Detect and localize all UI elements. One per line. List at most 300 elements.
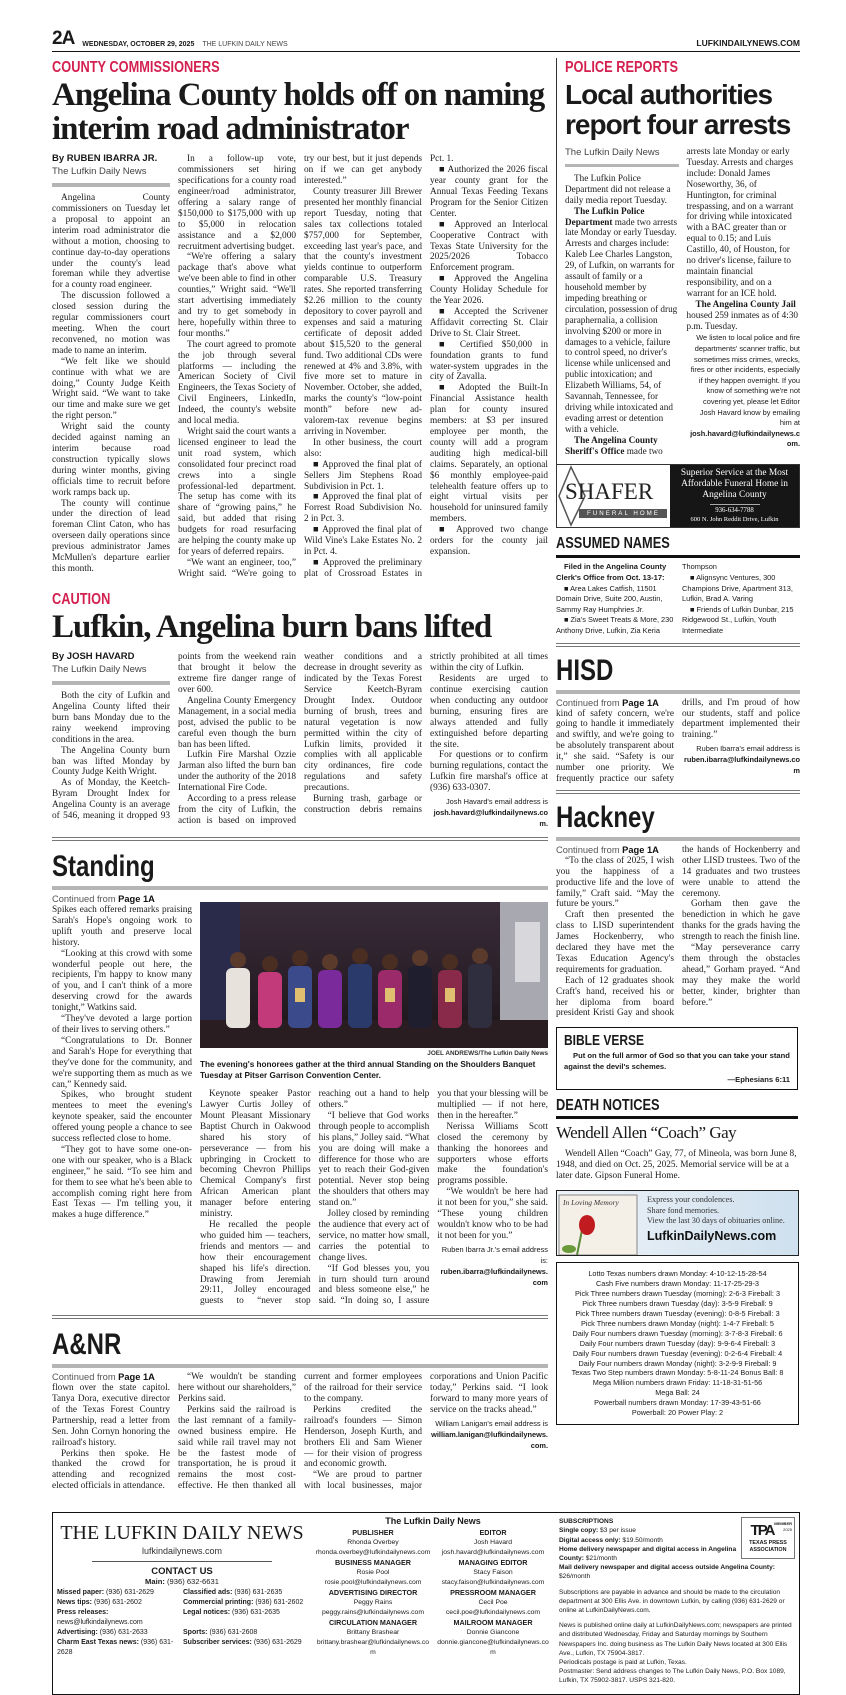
staff-name: Cecil Poe — [478, 1599, 508, 1607]
author-email-link[interactable]: william.lanigan@lufkindailynews.com. — [431, 1429, 548, 1450]
paragraph: As of Monday, the Keetch-Byram Drought Index for Angelina County is an average of 546, meaning it dropped 93 points from the weekend rain that brought it below the extreme fire danger range of over 600. — [52, 652, 296, 822]
article-body — [52, 652, 548, 829]
note-text: We listen to local police and fire departments' scanner traffic, but sometimes miss crimes, wrecks, fires or other incidents, especially if they happen overnight. If you know of something we're not covering yet, please let Editor Josh Havard know by emailing him at — [690, 333, 800, 428]
continued-from — [556, 698, 674, 709]
contact-item — [57, 1598, 181, 1608]
rate-value: $21/month — [585, 1555, 617, 1562]
paragraph: ■ Adopted the Built-In Financial Assistance health plan for county insured members: at $3 per insured employee per month, the county will add a program auditing high medical-bill claims. Separately, an optional $6 monthly employee-paid telehealth feature offers up to eight virtual visits per household for uninsured family members. — [430, 383, 548, 525]
lottery-line: Cash Five numbers drawn Monday: 11-17-25-29-3 — [596, 1279, 759, 1289]
byline-source: The Lufkin Daily News — [52, 664, 147, 676]
paragraph: Keynote speaker Pastor Lawyer Curtis Jolley of Mount Pleasant Missionary Baptist Church in Oakwood shared his story of perseverance — from his upbringing in Crockett to becoming Chevron Phillips Chemical Company's first African American plant manager before entering ministry. — [200, 1089, 311, 1220]
headline: Local authorities report four arrests — [565, 79, 791, 140]
lead-in: The Angelina County Sheriff's Office — [565, 434, 658, 456]
contact-label: Commercial printing: — [183, 1598, 254, 1606]
lottery-line: Pick Three numbers drawn Tuesday (evening): 0-8-5 Fireball: 3 — [575, 1309, 780, 1318]
hackney-paragraphs — [556, 845, 800, 1020]
paragraph: “We want an engineer, too,” Wright said. “We're going to try our best, but it just depends on if we can get anybody interested.” — [178, 154, 422, 579]
paragraph: Spikes, who brought student mentees to meet the evening's keynote speaker, said the encounter offered young people a chance to see success reflected close to home. — [52, 1090, 192, 1145]
paragraph: ■ Certified $50,000 in foundation grants to fund water-system upgrades in the city of Zavalla. — [430, 339, 548, 383]
paper-site-link[interactable]: lufkindailynews.com — [141, 1546, 223, 1557]
right-column — [556, 58, 800, 1502]
paragraph: County treasurer Jill Brewer presented her monthly financial report Tuesday, noting that sales tax collections totaled $757,000 for September, exceeding last year's pace, and that the county's investment yields continue to outperform comparable U.S. Treasury rates. She reported transferring $2.26 million to the county depository to cover payroll and expenses and said a maturing certificate of deposit added about $15,520 to the general fund. Two additional CDs were renewed at 4% and 3.8%, with five more set to mature in November. October, she added, marks the county's “low-point month” before new ad-valorem-tax revenue begins arriving in November. — [304, 187, 422, 437]
section-rule — [556, 837, 800, 841]
paragraph: “If God blesses you, you in turn should turn around and bless someone else,” he said. “In doing so, I assure you that your blessing will be multiplied — if not here, then in the hereafter.” — [318, 1089, 548, 1307]
paragraph: “We're offering a salary package that's above what we've been able to find in other counties,” Wright said. “We'll start advertising immediately and try to get somebody in here, hopefully within three to four months.” — [178, 252, 296, 339]
hisd-continuation — [556, 655, 800, 794]
continued-from — [556, 845, 674, 856]
paragraph: He recalled the people who guided him — teachers, friends and mentors — and how their encouragement shaped his life's direction. Drawing from Jeremiah 29:11, Jolley encouraged guests to “never stop reaching out a hand to help others.” — [200, 1089, 430, 1307]
contact-value: (936) 631-2635 — [232, 1608, 280, 1616]
title-text: Hackney — [556, 800, 655, 834]
byline: By RUBEN IBARRA JR. — [52, 153, 158, 165]
honorees-photo-image — [200, 902, 548, 1048]
subscriptions — [559, 1515, 795, 1685]
county-article — [52, 58, 548, 580]
rate-value: $3 per issue — [600, 1527, 636, 1535]
lottery-line: Lotto Texas numbers drawn Monday: 4-10-12-15-28-54 — [588, 1269, 767, 1279]
byline-block — [52, 652, 170, 685]
staff-email-link[interactable]: josh.havard@lufkindailynews.com — [441, 1549, 545, 1557]
staff-role: PRESSROOM MANAGER — [450, 1588, 536, 1598]
section-title — [556, 534, 800, 553]
paragraph-text: housed 259 inmates as of 4:30 p.m. Tuesday. — [686, 309, 799, 331]
lottery-line: Pick Three numbers drawn Tuesday (day): 3-5-9 Fireball: 9 — [582, 1299, 773, 1309]
continued-page-link[interactable]: Page 1A — [118, 1372, 155, 1383]
ad-address: 600 N. John Reddit Drive, Lufkin — [690, 515, 779, 523]
header-site[interactable]: LUFKINDAILYNEWS.COM — [696, 38, 800, 48]
paragraph: Burning trash, garbage or construction debris remains strictly prohibited at all times within the city of Lufkin. — [304, 652, 548, 815]
paragraph: ■ Approved two change orders for the county jail expansion. — [430, 525, 548, 557]
section-title — [52, 851, 548, 883]
section-rule — [52, 837, 548, 841]
masthead — [57, 1515, 307, 1685]
staff-role: EDITOR — [479, 1528, 507, 1538]
staff-block — [315, 1515, 551, 1685]
contact-item — [183, 1598, 307, 1608]
byline-rule — [565, 164, 679, 167]
section-title — [556, 1096, 800, 1115]
photo-credit: JOEL ANDREWS/The Lufkin Daily News — [427, 1050, 548, 1058]
main-phone-value: (936) 632-6631 — [167, 1577, 219, 1587]
subscriptions-title: SUBSCRIPTIONS — [559, 1518, 614, 1526]
police-reports — [556, 58, 800, 464]
header-date: WEDNESDAY, OCTOBER 29, 2025 — [82, 41, 195, 48]
title-text: Standing — [52, 850, 155, 884]
honoree-figures — [226, 948, 492, 1028]
continued-page-link[interactable]: Page 1A — [622, 697, 659, 708]
paragraph-text: made two arrests late Monday or early Tuesday. Arrests and charges include: Kaleb Lee Charles Langston, 29, of Lufkin, on warrants for assault of family or a household member by impeding breathing or circulation, possession of drug paraphernalia, a collision involving $200 or more in damages to a vehicle, failure to control speed, no driver's license while unlicensed and public intoxication; and Elizabeth Williams, 54, of Savannah, Tennessee, for driving while intoxicated and evading arrest or detention with a vehicle. — [565, 216, 678, 434]
paragraph: “We wouldn't be here had it not been for you,” she said. “These young children wouldn't know who to be had it not been for you.” — [437, 1187, 548, 1241]
paragraph: Perkins said the railroad is the last remnant of a family-owned business empire. He said while rail travel may not be the fastest mode of transportation, he is proud it remains the most cost-effective. He then thanked all current and former employees of the railroad for their service to the company. — [178, 1372, 422, 1492]
paragraph: “I believe that God works through people to accomplish his plans,” Jolley said. “What you are doing will make a difference for those who are yet to reach their God-given potential. Never stop being the shoulders that others may stand on.” — [318, 1110, 430, 1209]
shafer-funeral-ad[interactable] — [556, 464, 800, 528]
email-note-text: Ruben Ibarra's email address is — [696, 744, 800, 754]
paragraph: ■ Accepted the Scrivener Affidavit correcting St. Clair Drive to St. Clair Street. — [430, 307, 548, 339]
assumed-name-entry: ■ Zia's Sweet Treats & More, 230 Anthony Drive, Lufkin, Zia Keria Thompson — [556, 562, 717, 636]
paragraph: The Angelina County burn ban was lifted Monday by County Judge Keith Wright. — [52, 745, 170, 778]
continued-text: Continued from — [52, 1372, 116, 1383]
email-note — [430, 796, 548, 829]
ad-site-link[interactable]: LufkinDailyNews.com — [647, 1228, 777, 1243]
section-kicker — [52, 58, 548, 77]
section-title — [52, 1329, 548, 1361]
paper-nameplate: THE LUFKIN DAILY NEWS — [60, 1522, 304, 1545]
obituaries-ad[interactable] — [556, 1190, 799, 1256]
paragraph-text: made two arrests late Monday or early Tuesday. Arrests and charges include: Donald James Noseworthy, 36, of Huntington, for criminal trespassing, and on a warrant for driving while intoxicated with a BAC greater than or equal to 0.15; and Luis Castillo, 40, of Houston, for no driver's license, failure to maintain financial responsibility, and on a warrant for an ICE hold. — [624, 146, 794, 456]
email-note — [437, 1244, 548, 1288]
ad-line: View the last 30 days of obituaries online. — [647, 1216, 785, 1226]
headline: Angelina County holds off on naming interim road administrator — [52, 77, 545, 147]
staff-name: Rhonda Overbey — [347, 1539, 399, 1547]
paragraph: ■ Approved the final plat of Forrest Road Subdivision No. 2 in Pct. 3. — [304, 492, 422, 525]
paragraph: “To the class of 2025, I wish you the happiness of a productive life and the love of family,” Craft said. “May the future be yours.” — [556, 855, 674, 910]
continued-text: Continued from — [52, 894, 116, 905]
kicker-text: POLICE REPORTS — [565, 59, 679, 76]
title-text: HISD — [556, 653, 614, 687]
staff-role: MANAGING EDITOR — [458, 1558, 528, 1568]
paragraph: The court agreed to promote the job through several platforms — including the American Society of Civil Engineers, the Texas Society of Civil Engineers, LinkedIn, Indeed, the county's website and local media. — [178, 339, 296, 427]
email-note-text: William Lanigan's email address is — [435, 1418, 548, 1428]
staff-left — [315, 1528, 431, 1658]
section-rule — [556, 790, 800, 794]
staff-email-link[interactable]: stacy.faison@lufkindailynews.com — [441, 1579, 545, 1587]
contact-label: Missed paper: — [57, 1588, 105, 1596]
county-paragraphs — [52, 154, 548, 579]
lead-in: The Lufkin Police Department — [565, 205, 645, 227]
page-main — [52, 58, 800, 1695]
lottery-numbers — [556, 1262, 799, 1425]
paragraph: “They've devoted a large portion of their lives to serving others.” — [52, 1014, 192, 1035]
paragraph: According to a press release from the city of Lufkin, the action is based on improved weather conditions and a decrease in drought severity as indicated by the Texas Forest Service Keetch-Byram Drought Index. Outdoor burning of brush, trees and natural vegetation is now permitted within the city of Lufkin limits, provided it complies with all applicable city ordinances, fire code regulations and safety precautions. — [178, 652, 422, 826]
tpa-name: TEXAS PRESS ASSOCIATION — [749, 1540, 787, 1553]
paragraph: ■ Approved the preliminary plat of Crossroad Estates in Pct. 1. — [304, 154, 454, 579]
standing-right — [200, 894, 548, 1307]
paragraph: flown over the state capitol. Tanya Dora, executive director of the Texas Forest Country Partnership, read a letter from Sen. John Cornyn honoring the railroad's history. — [52, 1383, 170, 1448]
byline: By JOSH HAVARD — [52, 651, 135, 663]
contact-item — [57, 1638, 181, 1658]
postmaster-note: Postmaster: Send address changes to The Lufkin Daily News, P.O. Box 1089, Lufkin, TX 75902-3817. USPS 321-820. — [559, 1668, 786, 1685]
ad-phone: 936-634-7788 — [715, 507, 754, 515]
rate-item — [559, 1563, 795, 1581]
burn-ban-article — [52, 590, 548, 841]
author-email-link[interactable]: ruben.ibarra@lufkindailynews.com — [440, 1266, 548, 1287]
section-rule — [52, 886, 548, 890]
left-column — [52, 58, 548, 1502]
publish-note: News is published online daily at LufkinDailyNews.com; newspapers are printed and distributed Wednesday, Friday and Saturday mornings by Southern Newspapers Inc. doing business as The Lufkin Daily News located at 300 Ellis Ave., Lufkin, TX 75904-3817. — [559, 1622, 792, 1657]
ad-text — [641, 1191, 798, 1255]
verse-reference: —Ephesians 6:11 — [727, 1075, 790, 1085]
assumed-name-entry: ■ Area Lakes Catfish, 11501 Domain Drive, Suite 200, Austin, Sammy Ray Humphries Jr. — [556, 583, 663, 614]
contact-value: (936) 631-2633 — [99, 1628, 148, 1636]
section-rule — [52, 1315, 548, 1319]
lottery-line: Pick Three numbers drawn Tuesday (morning): 2-6-3 Fireball: 3 — [574, 1289, 781, 1299]
continued-from — [52, 1372, 170, 1383]
ad-line: Share fond memories. — [647, 1205, 720, 1215]
staff-role: CIRCULATION MANAGER — [328, 1618, 418, 1628]
paragraph: “We felt like we should continue with what we are doing,” County Judge Keith Wright said. “We want to take our time and make sure we get the right person.” — [52, 356, 170, 422]
lottery-line: Daily Four numbers drawn Tuesday (day): 9-9-6-4 Fireball: 3 — [579, 1338, 776, 1348]
contact-item — [183, 1638, 307, 1658]
contact-value: (936) 631-2635 — [234, 1588, 283, 1596]
police-note — [687, 333, 801, 450]
ad-image — [557, 1191, 641, 1255]
contact-value: (936) 631-2629 — [106, 1588, 154, 1596]
contact-item — [57, 1608, 181, 1628]
lottery-line: Powerball numbers drawn Monday: 17-39-43-51-66 — [594, 1398, 761, 1408]
section-kicker — [52, 590, 548, 609]
death-notices — [556, 1096, 800, 1182]
assumed-names-body — [556, 562, 800, 636]
anr-continuation — [52, 1329, 548, 1492]
tpa-member-label: MEMBER — [774, 1521, 792, 1527]
page-number: 2A — [52, 28, 75, 49]
continued-text: Continued from — [556, 697, 620, 708]
lottery-line: Daily Four numbers drawn Monday (night): 3-2-9-9 Fireball: 9 — [578, 1358, 777, 1368]
honorees-photo[interactable] — [200, 902, 548, 1048]
author-email-link[interactable]: ruben.ibarra@lufkindailynews.com — [683, 755, 800, 776]
kicker-text: COUNTY COMMISSIONERS — [52, 59, 220, 76]
contact-label: News tips: — [57, 1598, 93, 1606]
title-text: DEATH NOTICES — [556, 1097, 660, 1115]
contact-label: Legal notices: — [183, 1608, 231, 1616]
paragraph: Wright said the court wants a licensed engineer to lead the unit road system, which consolidated four precinct road crews into a single professional-led department. The setup has come with its share of “growing pains,” he said, but added that rising budgets for road resurfacing are helping the county make up for years of deferred repairs. — [178, 426, 296, 557]
title-text: BIBLE VERSE — [564, 1032, 645, 1050]
contact-label: Classified ads: — [183, 1588, 233, 1596]
assumed-name-entry: ■ Alignsync Ventures, 300 Champions Drive, Apartment 313, Lufkin, Brad A. Varing — [682, 573, 793, 604]
paragraph: Craft then presented the class to LISD superintendent James Hockenberry, who declared they have met the Texas Education Agency's requirements for graduation. — [556, 910, 674, 975]
death-notice-text: Wendell Allen “Coach” Gay, 77, of Mineola, was born June 8, 1948, and died on Oct. 25, 2025. Memorial service will be at a later date. Gipson Funeral Home. — [556, 1149, 797, 1182]
article-body — [556, 845, 800, 1020]
hackney-continuation — [556, 802, 800, 1020]
assumed-names — [556, 534, 800, 646]
paragraph: ■ Approved an Interlocal Cooperative Contract with Texas State University for the 2025/2026 Tobacco Enforcement program. — [430, 219, 548, 274]
editor-email-link[interactable]: josh.havard@lufkindailynews.com. — [690, 428, 800, 449]
section-kicker — [565, 58, 800, 77]
byline-block — [52, 154, 170, 187]
lottery-lines — [559, 1269, 796, 1418]
page-header — [52, 30, 800, 52]
byline-rule — [52, 681, 170, 685]
continued-from — [52, 894, 192, 905]
rate-label: Single copy: — [559, 1527, 599, 1535]
paragraph: The discussion followed a closed session during the regular commissioners court meeting. When the court reconvened, no motion was made to name an interim. — [52, 291, 170, 356]
standing-layout — [52, 894, 548, 1307]
article-body — [52, 1372, 548, 1492]
standing-col1-paragraphs — [52, 905, 192, 1221]
ad-script-text: In Loving Memory — [563, 1198, 619, 1208]
rate-label: Mail delivery newspaper and digital access outside Angelina County: — [559, 1564, 775, 1572]
standing-rest — [200, 1089, 548, 1307]
staff-role: MAILROOM MANAGER — [453, 1618, 533, 1628]
paragraph: ■ Authorized the 2026 fiscal year county grant for the Annual Texas Feeding Texans Program for the Senior Citizen Center. — [430, 165, 548, 219]
staff-name: Josh Havard — [473, 1539, 513, 1547]
staff-columns — [315, 1528, 551, 1658]
paragraph: ■ Approved the final plat of Sellers Jim Stephens Road Subdivision in Pct. 1. — [304, 459, 422, 492]
contact-item — [183, 1608, 307, 1628]
kicker-text: CAUTION — [52, 590, 111, 608]
contact-value: (936) 631-2628 — [57, 1638, 174, 1656]
paragraph: “May perseverance carry them through the obstacles ahead,” Gorham prayed. “And may they make the world better, kinder, brighter than before.” — [682, 943, 800, 1008]
contact-label: Advertising: — [57, 1628, 98, 1636]
shafer-ad-text — [670, 465, 799, 527]
paragraph: “Looking at this crowd with some wonderful people out here, the recipients, I'm happy to know many of you, and I can't think of a more deserving crowd for the awards tonight,” Watkins said. — [52, 948, 192, 1014]
lottery-line: Mega Ball: 24 — [655, 1388, 700, 1398]
tpa-year: 2025 — [783, 1527, 792, 1533]
payable-note: Subscriptions are payable in advance and should be made to the circulation department at 300 Ellis Ave. in downtown Lufkin, by calling (936) 631-2629 or online at LufkinDailyNews.com. — [559, 1588, 785, 1615]
police-body — [565, 146, 800, 456]
ad-line: Express your condolences. — [647, 1195, 735, 1205]
main-label: Main: — [145, 1577, 165, 1587]
section-rule — [556, 690, 800, 694]
contact-value: news@lufkindailynews.com — [57, 1618, 143, 1626]
paragraph: “We wouldn't be standing here without our shareholders,” Perkins said. — [178, 1372, 296, 1405]
section-title — [556, 655, 800, 687]
masthead-box — [52, 1512, 800, 1694]
contact-grid — [57, 1588, 307, 1658]
contact-value: (936) 631-2602 — [255, 1598, 304, 1606]
staff-email-link[interactable]: rosie.pool@lufkindailynews.com — [324, 1579, 422, 1587]
title-text: A&NR — [52, 1328, 122, 1362]
contact-label: Sports: — [183, 1628, 208, 1636]
section-rule — [52, 1364, 548, 1368]
author-email-link[interactable]: josh.havard@lufkindailynews.com. — [433, 808, 548, 829]
assumed-name-entry: ■ Friends of Lufkin Dunbar, 215 Ridgewood St., Lufkin, Youth Intermediate — [682, 604, 794, 636]
paragraph: ■ Approved the final plat of Wild Vine's Lake Estates No. 2 in Pct. 4. — [304, 525, 422, 557]
paragraph: “They got to have some one-on-one with our speaker, who is a Black engineer,” he said. “To see him and for them to see what he's been able to accomplish coming right here from East Texas — I'm telling you, it makes a huge difference.” — [52, 1144, 192, 1221]
title-text: ASSUMED NAMES — [556, 535, 670, 553]
ad-lines — [647, 1195, 794, 1226]
paragraph: The Lufkin Police Department did not release a daily media report Tuesday. — [565, 172, 671, 205]
verse-text: Put on the full armor of God so that you can take your stand against the devil's schemes. — [564, 1051, 790, 1072]
intro: Filed in the Angelina County Clerk's Office from Oct. 13-17: — [556, 562, 667, 583]
paragraph: Nerissa Williams Scott closed the ceremony by thanking the honorees and supporters whose efforts make the foundation's programs possible. — [437, 1121, 548, 1187]
byline-source: The Lufkin Daily News — [565, 147, 660, 158]
paragraph: The county will continue under the direction of lead foreman Clint Caton, who has overseen daily operations since previous administrator James McMullen's departure earlier this month. — [52, 498, 170, 574]
email-note-text: Ruben Ibarra Jr.'s email address is: — [441, 1244, 548, 1265]
email-note-text: Josh Havard's email address is — [445, 797, 548, 807]
lottery-line: Daily Four numbers drawn Tuesday (evening): 0-2-6-4 Fireball: 4 — [572, 1348, 783, 1358]
staff-name: Donnie Giancone — [466, 1629, 520, 1637]
staff-role: BUSINESS MANAGER — [335, 1558, 411, 1568]
box-title — [564, 1032, 790, 1050]
section-rule — [556, 643, 800, 647]
logo-subtext: FUNERAL HOME — [587, 510, 660, 518]
contact-value: (936) 631-2602 — [93, 1598, 142, 1606]
contact-value: (936) 631-2608 — [209, 1628, 258, 1636]
staff-role: ADVERTISING DIRECTOR — [328, 1588, 418, 1598]
rate-value: $26/month — [559, 1573, 591, 1581]
staff-name: Brittany Brashear — [346, 1629, 400, 1637]
paragraph: ■ Approved the Angelina County Holiday Schedule for the Year 2026. — [430, 274, 548, 307]
byline-source: The Lufkin Daily News — [52, 166, 147, 178]
byline-rule — [52, 183, 170, 187]
rate-value: $19.50/month — [622, 1536, 663, 1544]
paragraph: kind of safety concern, we're going to handle it immediately and swiftly, and we're going to be absolutely transparent about it,” she said. “Safety is our number one priority. We frequently practice our safety drills, and I'm proud of how our students, staff and police department implemented their training.” — [556, 697, 800, 784]
contact-item — [183, 1628, 307, 1638]
staff-name: Stacy Faison — [473, 1569, 513, 1577]
staff-role: PUBLISHER — [352, 1528, 394, 1538]
rate-label: Digital access only: — [559, 1536, 621, 1544]
paragraph: Residents are urged to continue exercising caution when conducting any outdoor burning, ensuring fires are always attended and fully extinguished before departing the site. — [430, 674, 548, 750]
postage-note: Periodicals postage is paid at Lufkin, Texas. — [559, 1659, 687, 1667]
contact-item — [183, 1588, 307, 1598]
staff-right — [435, 1528, 551, 1658]
page-columns — [52, 58, 800, 1502]
continued-page-link[interactable]: Page 1A — [118, 894, 155, 905]
paragraph: In other business, the court also: — [304, 437, 422, 459]
section-rule — [556, 555, 800, 558]
staff-email-link[interactable]: brittany.brashear@lufkindailynews.com — [316, 1639, 430, 1657]
bible-verse-box — [556, 1027, 798, 1090]
contact-title: CONTACT US — [151, 1566, 213, 1578]
logo-text: SHAFER — [565, 479, 654, 505]
tpa-member-badge — [741, 1517, 795, 1559]
continued-text: Continued from — [556, 844, 620, 855]
section-title — [556, 802, 800, 834]
paragraph — [687, 299, 801, 332]
paragraph: “Congratulations to Dr. Bonner and Sarah's Hope for everything that they've done for the community, and we're supporting them as much as we can,” Kennedy said. — [52, 1035, 192, 1090]
staff-email-link[interactable]: peggy.rains@lufkindailynews.com — [322, 1609, 424, 1617]
contact-label: Charm East Texas news: — [57, 1638, 139, 1646]
paragraph: For questions or to confirm burning regulations, contact the Lufkin fire marshal's office at (936) 633-0307. — [430, 750, 548, 794]
email-note — [682, 743, 800, 776]
header-paper: THE LUFKIN DAILY NEWS — [202, 41, 288, 48]
rate-label: Home delivery newspaper and digital access in Angelina County: — [559, 1545, 737, 1562]
deceased-name: Wendell Allen “Coach” Gay — [556, 1123, 737, 1143]
staff-email-link[interactable]: cecil.poe@lufkindailynews.com — [445, 1609, 541, 1617]
article-body — [52, 154, 548, 579]
staff-email-link[interactable]: rhonda.overbey@lufkindailynews.com — [315, 1549, 431, 1557]
lottery-line: Powerball: 20 Power Play: 2 — [631, 1408, 724, 1418]
masthead-divider — [92, 1561, 272, 1562]
paragraph — [565, 206, 679, 435]
ad-tagline: Superior Service at the Most Affordable Funeral Home in Angelina County — [680, 468, 789, 501]
staff-email-link[interactable]: donnie.giancone@lufkindailynews.com — [437, 1639, 549, 1657]
standing-continuation — [52, 851, 548, 1319]
staff-title: The Lufkin Daily News — [385, 1516, 481, 1527]
lead-in: The Angelina County Jail — [695, 298, 796, 309]
paragraph: Angelina County commissioners on Tuesday let a proposal to appoint an interim road administrator die without a motion, choosing to continue day-to-day operations under the county's lead foreman while they advertise for a county road engineer. — [52, 193, 170, 291]
paragraph: Both the city of Lufkin and Angelina County lifted their burn bans Monday due to the rainy weekend improving conditions in the area. — [52, 691, 170, 745]
lottery-line: Texas Two Step numbers drawn Monday: 5-8-11-24 Bonus Ball: 8 — [571, 1368, 784, 1378]
standing-col1 — [52, 894, 192, 1307]
contact-value: (936) 631-2629 — [253, 1638, 302, 1646]
staff-name: Peggy Rains — [353, 1599, 393, 1607]
section-rule — [556, 1116, 798, 1119]
photo-caption: The evening's honorees gather at the third annual Standing on the Shoulders Banquet Tuesday at Pitser Garrison Convention Center. — [200, 1060, 536, 1081]
byline-block — [565, 148, 679, 167]
staff-name: Rosie Pool — [356, 1569, 390, 1577]
paragraph: Gorham then gave the benediction in which he gave thanks for the grads having the strength to reach the finish line. — [682, 899, 800, 943]
paragraph: Each of 12 graduates shook Craft's hand, received his or her diploma from board president Kristi Gay and shook the hands of Hockenberry and other LISD trustees. Two of the 14 graduates and two trustees were unable to attend the ceremony. — [556, 844, 800, 1019]
lottery-line: Daily Four numbers drawn Tuesday (morning): 3-7-8-3 Fireball: 6 — [572, 1328, 783, 1338]
headline: Lufkin, Angelina burn bans lifted — [52, 608, 492, 645]
lottery-line: Pick Three numbers drawn Monday (night): 1-4-7 Fireball: 5 — [581, 1318, 774, 1328]
contact-label: Subscriber services: — [183, 1638, 252, 1646]
paragraph: In a follow-up vote, commissioners set hiring specifications for a county road engineer/road administrator, offering a salary range of $150,000 to $175,000 with up to $5,000 in relocation assistance and a $2,000 recruitment advertising budget. — [178, 154, 296, 252]
lottery-line: Mega Million numbers drawn Friday: 11-18-31-51-56 — [592, 1378, 763, 1388]
paragraph: Perkins then spoke. He thanked the crowd for attending and recognized elected officials in attendance. — [52, 1448, 170, 1492]
paragraph: “We are proud to partner with local businesses, major corporations and Union Pacific today,” Perkins said. “I look forward to many more years of service on the tracks ahead.” — [304, 1372, 548, 1492]
article-body — [556, 698, 800, 785]
contact-item — [57, 1628, 181, 1638]
ad-divider — [710, 504, 760, 505]
continued-page-link[interactable]: Page 1A — [622, 844, 659, 855]
contact-item — [57, 1588, 181, 1598]
paragraph: Jolley closed by reminding the audience that every act of service, no matter how small, carries the potential to change lives. — [318, 1209, 430, 1263]
paragraph: Perkins credited the railroad's founders — Simon Henderson, Joseph Kurth, and brothers Eli and Sam Wiener — for their vision of progress and economic growth. — [304, 1404, 422, 1470]
shafer-logo — [557, 465, 670, 527]
